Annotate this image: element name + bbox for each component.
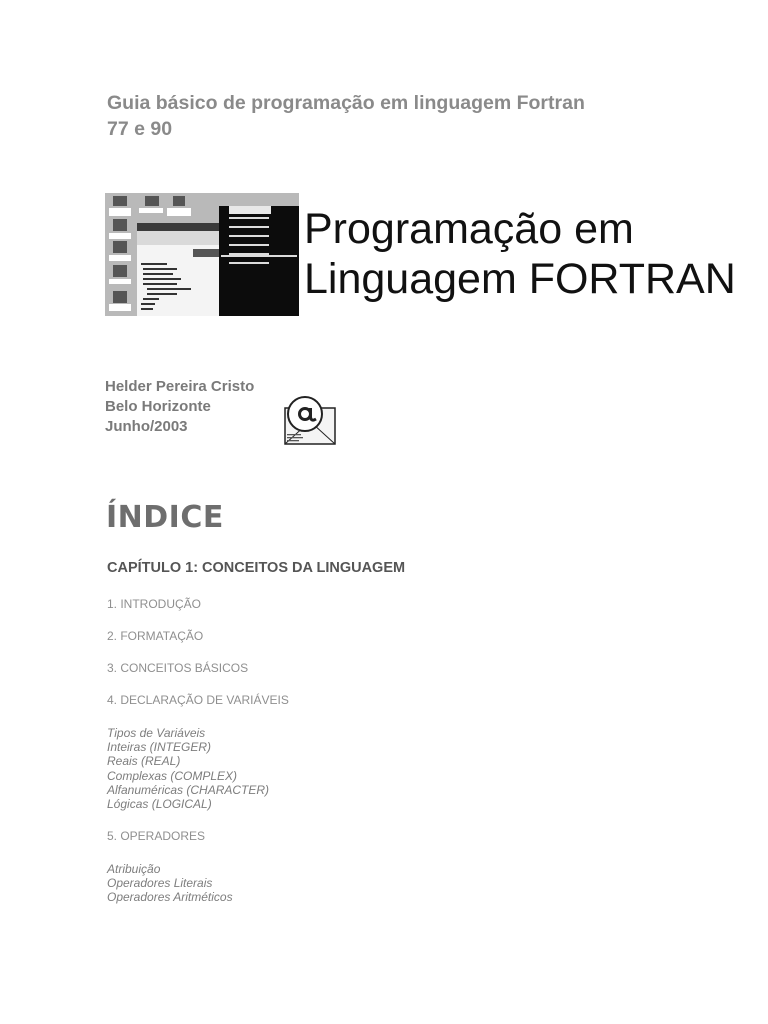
variable-types-list — [107, 726, 269, 811]
toc-section[interactable]: 3. CONCEITOS BÁSICOS — [107, 661, 249, 675]
toc-subitem[interactable]: Atribuição — [107, 862, 161, 876]
main-title-line1: Programação em — [304, 205, 634, 253]
toc-subitem[interactable]: Alfanuméricas (CHARACTER) — [107, 782, 270, 797]
toc-section[interactable]: 1. INTRODUÇÃO — [107, 597, 202, 611]
toc-subitem[interactable]: Lógicas (LOGICAL) — [107, 797, 212, 812]
guide-title-line1: Guia básico de programação em linguagem Fortran — [107, 92, 585, 114]
main-title-line2: Linguagem FORTRAN — [304, 255, 736, 303]
toc-subitem[interactable]: Operadores Literais — [107, 876, 213, 891]
main-title — [304, 204, 768, 304]
toc-subitem[interactable]: Inteiras (INTEGER) — [107, 740, 212, 755]
toc-section[interactable]: 4. DECLARAÇÃO DE VARIÁVEIS — [107, 693, 289, 707]
toc-section[interactable]: 5. OPERADORES — [107, 829, 206, 843]
author-city: Belo Horizonte — [105, 398, 211, 415]
author-name: Helder Pereira Cristo — [105, 378, 255, 395]
toc-section[interactable]: 2. FORMATAÇÃO — [107, 629, 204, 643]
toc-subitem[interactable]: Complexas (COMPLEX) — [107, 768, 238, 783]
publication-date: Junho/2003 — [105, 418, 188, 435]
toc-subitem[interactable]: Reais (REAL) — [107, 754, 181, 769]
cover-screenshot-image — [105, 193, 299, 316]
toc-subitem[interactable]: Tipos de Variáveis — [107, 726, 206, 740]
index-heading: ÍNDICE — [106, 500, 224, 535]
toc-subitem[interactable]: Operadores Aritméticos — [107, 890, 233, 905]
guide-title — [107, 90, 707, 142]
guide-title-line2: 77 e 90 — [107, 118, 173, 140]
chapter-heading: CAPÍTULO 1: CONCEITOS DA LINGUAGEM — [107, 560, 406, 576]
operators-list — [107, 862, 233, 905]
author-info — [105, 377, 254, 437]
email-at-envelope-icon — [283, 394, 337, 446]
